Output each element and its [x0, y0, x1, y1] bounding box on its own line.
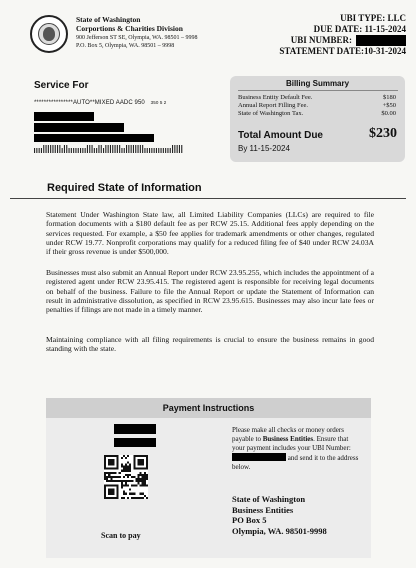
payment-instructions-title: Payment Instructions	[46, 398, 371, 418]
ubi-number-redacted	[356, 35, 406, 46]
statement-date: STATEMENT DATE:10-31-2024	[279, 46, 406, 56]
info-paragraph-3: Maintaining compliance with all filing requirements is crucial to ensure the business remains in good standing with the state.	[46, 335, 374, 354]
state-seal-icon	[30, 15, 68, 53]
payer-name-redacted	[114, 424, 156, 434]
billing-divider	[238, 90, 398, 91]
billing-summary	[230, 76, 405, 162]
billing-item: Business Entity Default Fee. $180	[238, 94, 396, 101]
payer-id-redacted	[114, 438, 156, 447]
postal-barcode	[34, 145, 184, 153]
org-address-line1: 900 Jefferson ST SE, Olympia, WA. 98501 – 9998	[76, 35, 198, 41]
billing-summary-title: Billing Summary	[285, 79, 350, 88]
payment-instructions-box	[46, 398, 371, 558]
total-due-by-date: By 11-15-2024	[238, 144, 290, 153]
ubi-number-redacted-inline	[232, 453, 286, 461]
due-date: DUE DATE: 11-15-2024	[313, 24, 406, 34]
org-division: Corportions & Charities Division	[76, 24, 183, 33]
org-name: State of Washington	[76, 15, 141, 24]
org-address-line2: P.O. Box 5, Olympia, WA. 98501 – 9998	[76, 43, 175, 49]
recipient-name-redacted	[34, 112, 94, 121]
payment-qr-code[interactable]	[104, 455, 148, 499]
info-paragraph-1: Statement Under Washington State law, all Limited Liability Companies (LLCs) are required to file formation documents with a $180 default fee as per RCW 25.15. Additional fees apply depending on the services requested. For example, a $50 fee applies for trademark amendments or other changes, regulated under RCW 19.77. Nonprofit corporations may qualify for a reduced filing fee of $40 under RCW 24.03A if their gross revenue is under $500,000.	[46, 210, 374, 257]
info-paragraph-2: Businesses must also submit an Annual Report under RCW 23.95.255, which includes the appointment of a registered agent under RCW 23.95.415. The registered agent is responsible for receiving legal documents on behalf of the business. Failure to file the Annual Report or update the Statement of Information can result in administrative dissolution, as specified in RCW 23.95.615. Businesses may also incur late fees or penalties if filings are not made in a timely manner.	[46, 268, 374, 315]
total-amount-value: $230	[369, 126, 397, 141]
recipient-address-redacted	[34, 123, 124, 132]
payment-text: Please make all checks or money orders payable to Business Entities. Ensure that your payment includes your UBI Number: and send it to the address below.	[232, 426, 359, 471]
section-divider	[10, 198, 406, 199]
total-amount-label: Total Amount Due	[238, 130, 323, 141]
billing-item: Annual Report Filling Fee. +$50	[238, 102, 396, 109]
required-info-title: Required State of Information	[47, 182, 202, 194]
scan-to-pay-label: Scan to pay	[101, 531, 141, 540]
account-line: ****************AUTO**MIXED AADC 950 350 5 2	[34, 100, 167, 106]
service-for-title: Service For	[34, 80, 89, 91]
mailing-address: State of Washington Business Entities PO Box 5 Olympia, WA. 98501-9998	[232, 494, 327, 536]
ubi-type: UBI TYPE: LLC	[340, 13, 406, 23]
recipient-city-redacted	[34, 134, 154, 142]
ubi-number-label: UBI NUMBER:	[290, 35, 352, 45]
billing-item: State of Washington Tax. $0.00	[238, 110, 396, 117]
